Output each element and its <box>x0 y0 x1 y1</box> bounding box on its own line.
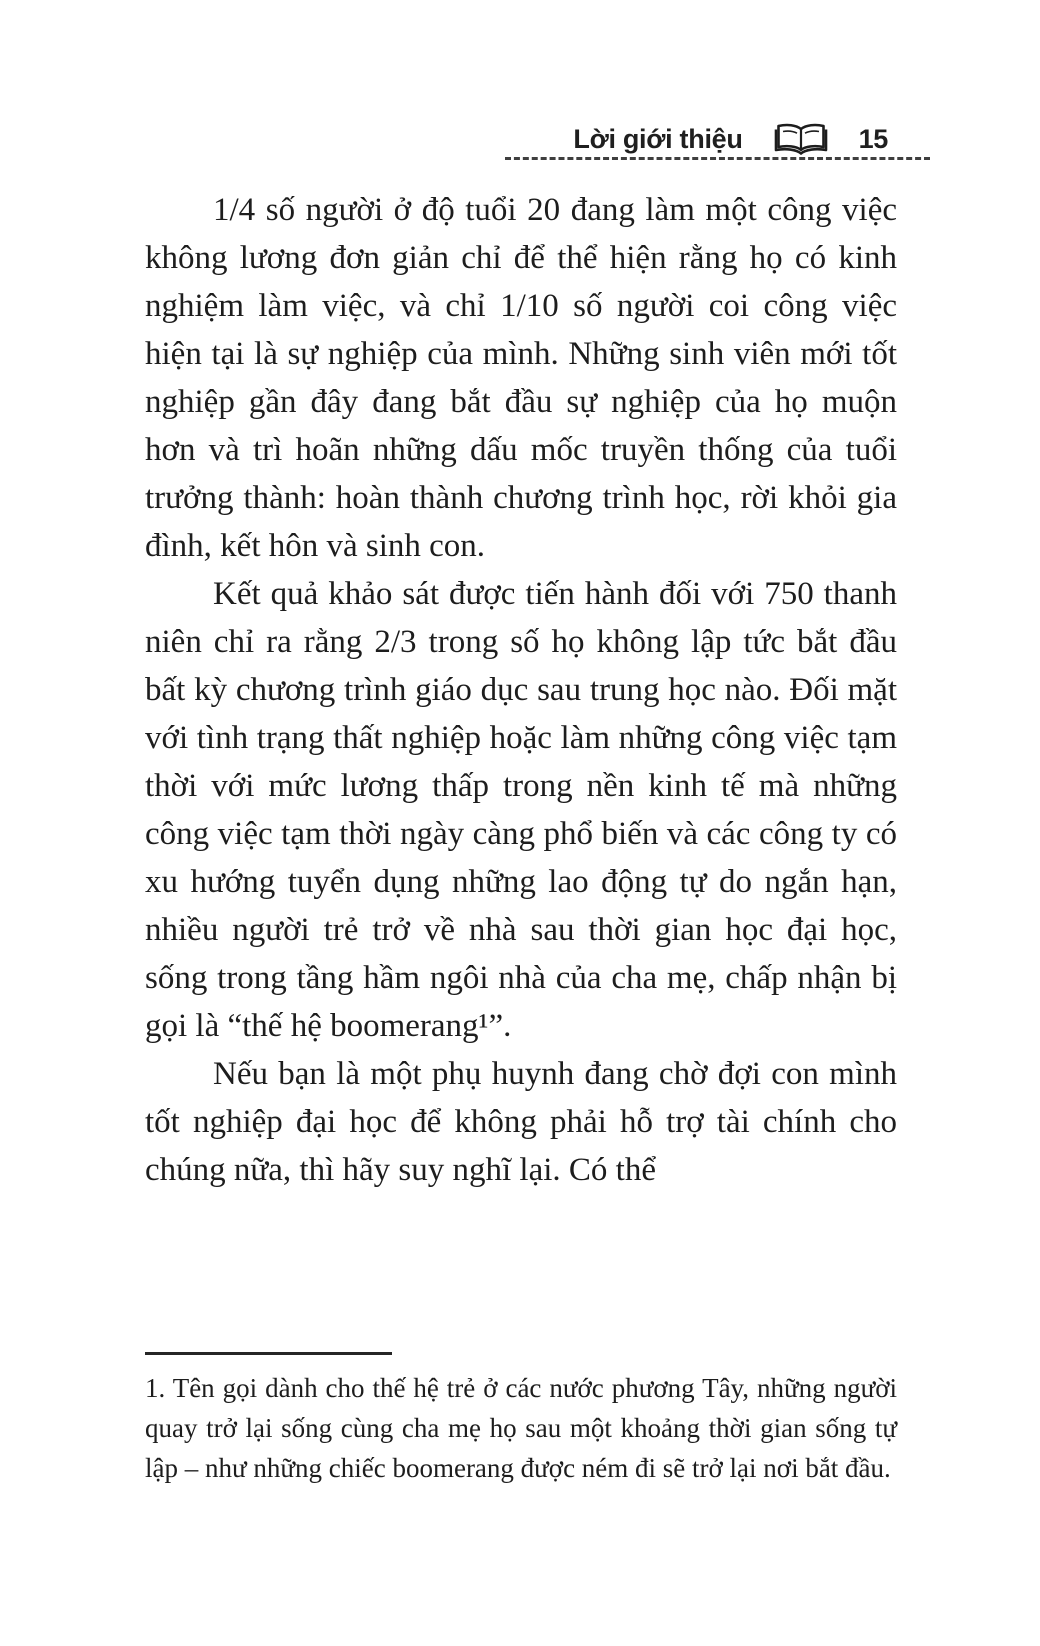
body-paragraph-3: Nếu bạn là một phụ huynh đang chờ đợi con mình tốt nghiệp đại học để không phải hỗ trợ tài chính cho chúng nữa, thì hãy suy nghĩ lại. Có thể <box>145 1056 897 1188</box>
running-head-title: Lời giới thiệu <box>573 123 743 154</box>
body-paragraph-1: 1/4 số người ở độ tuổi 20 đang làm một công việc không lương đơn giản chỉ để thể hiện rằng họ có kinh nghiệm làm việc, và chỉ 1/10 số người coi công việc hiện tại là sự nghiệp của mình. Những sinh viên mới tốt nghiệp gần đây đang bắt đầu sự nghiệp của họ muộn hơn và trì hoãn những dấu mốc truyền thống của tuổi trưởng thành: hoàn thành chương trình học, rời khỏi gia đình, kết hôn và sinh con. <box>145 192 897 564</box>
page-body <box>145 186 897 1194</box>
footnote-separator <box>145 1352 392 1355</box>
body-paragraph-2: Kết quả khảo sát được tiến hành đối với 750 thanh niên chỉ ra rằng 2/3 trong số họ không lập tức bắt đầu bất kỳ chương trình giáo dục sau trung học nào. Đối mặt với tình trạng thất nghiệp hoặc làm những công việc tạm thời với mức lương thấp trong nền kinh tế mà những công việc tạm thời ngày càng phổ biến và các công ty có xu hướng tuyển dụng những lao động tự do ngắn hạn, nhiều người trẻ trở về nhà sau thời gian học đại học, sống trong tầng hầm ngôi nhà của cha mẹ, chấp nhận bị gọi là “thế hệ boomerang¹”. <box>145 576 897 1044</box>
page-header <box>573 122 888 156</box>
footnote-text: 1. Tên gọi dành cho thế hệ trẻ ở các nước phương Tây, những người quay trở lại sống cùng cha mẹ họ sau một khoảng thời gian sống tự lập – như những chiếc boomerang được ném đi sẽ trở lại nơi bắt đầu. <box>145 1373 897 1483</box>
header-dashed-rule <box>505 157 930 160</box>
page-number: 15 <box>858 123 888 154</box>
open-book-icon <box>773 122 829 156</box>
